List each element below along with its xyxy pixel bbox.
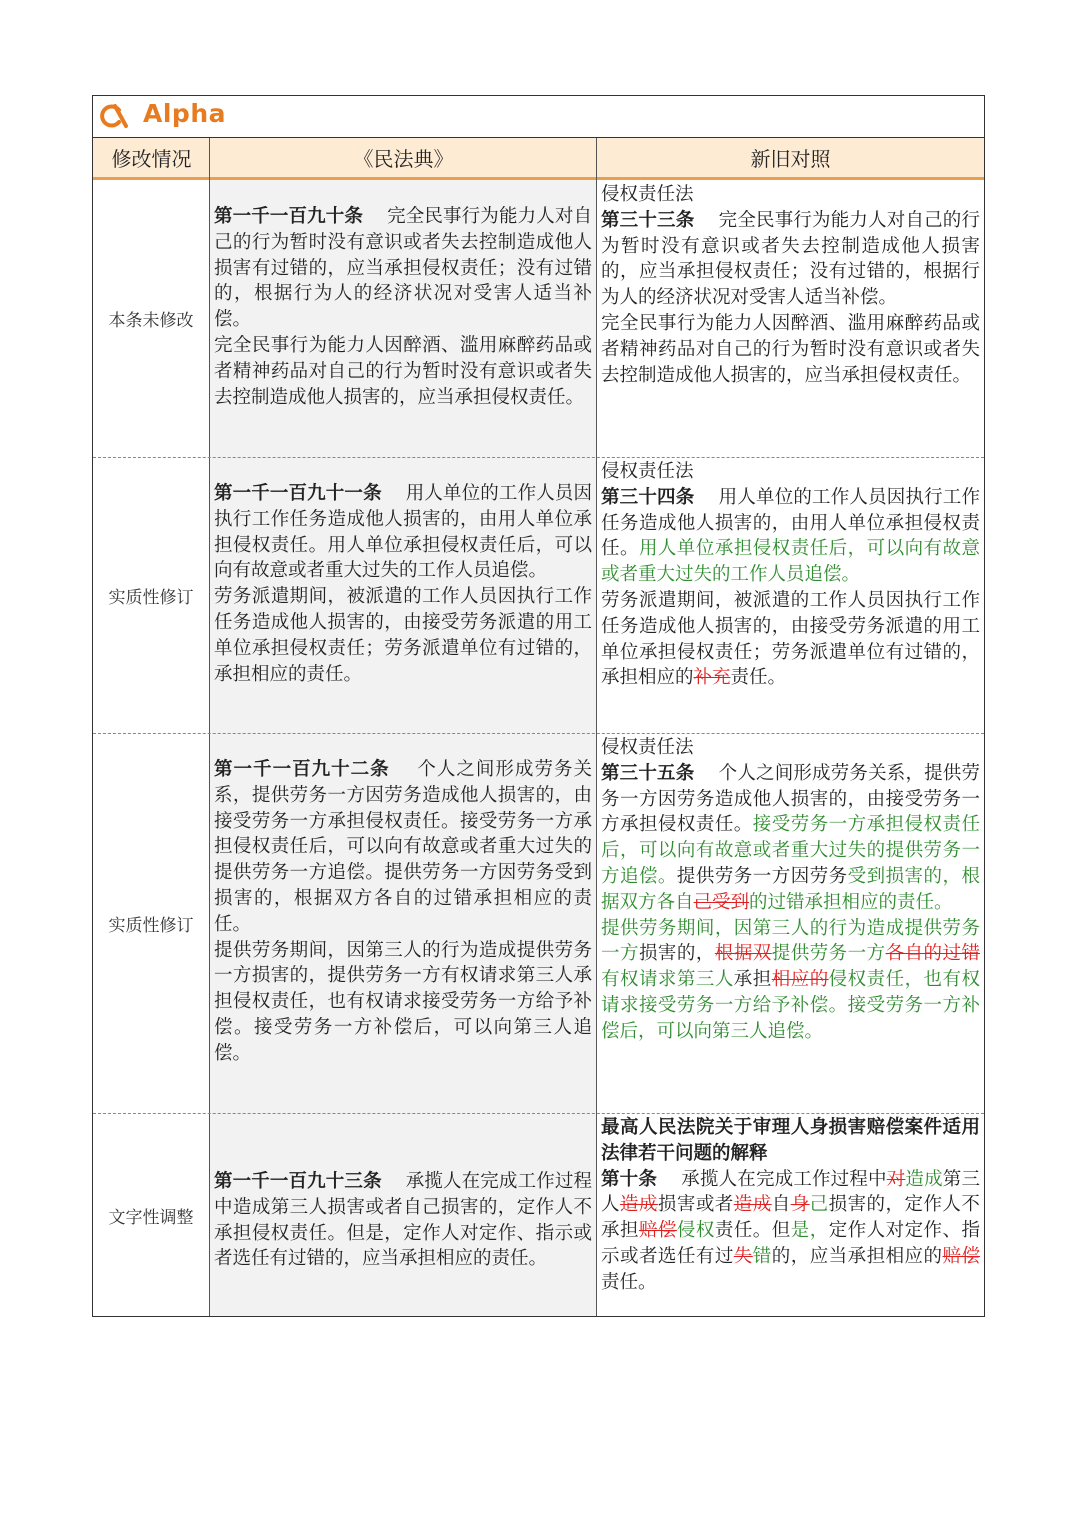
row-divider-2 xyxy=(93,733,984,734)
row-1-old-p2: 完全民事行为能力人因醉酒、滥用麻醉药品或者精神药品对自己的行为暂时没有意识或者失去控制造成他人损害的，应当承担侵权责任。 xyxy=(601,312,980,386)
row-4-t19: 的，应当承担相应的 xyxy=(771,1245,943,1267)
row-4-t20-deleted: 赔偿 xyxy=(942,1245,980,1267)
row-4-t3-added: 造成 xyxy=(905,1168,943,1190)
row-4-t11: 损害的，定作人不承担 xyxy=(601,1194,980,1242)
row-4-t12-deleted: 赔偿 xyxy=(638,1220,677,1242)
row-3-old-s4-added: 受到损害的，根据双方各自 xyxy=(601,865,980,913)
row-3-old-s8: 损害的， xyxy=(638,943,715,965)
row-4-comparison xyxy=(601,1115,980,1296)
row-4-status: 文字性调整 xyxy=(108,1207,194,1228)
row-3-old-s14-deleted: 相应的 xyxy=(771,969,829,991)
row-divider-1 xyxy=(93,457,984,458)
row-3-civil-code xyxy=(214,757,592,1067)
row-4-t18-added: 错 xyxy=(752,1245,772,1267)
row-3-old-s9-deleted: 根据双 xyxy=(714,943,772,965)
row-2-old-p1a: 用人单位的工作人员因执行工作任务造成他人损害的，由用人单位承担侵权责任。 xyxy=(601,486,980,560)
row-3-code-p1: 个人之间形成劳务关系，提供劳务一方因劳务造成他人损害的，由接受劳务一方承担侵权责任。接受劳务一方承担侵权责任后，可以向有故意或者重大过失的提供劳务一方追偿。提供劳务一方因劳务受到损害的，根据双方各自的过错承担相应的责任。 xyxy=(214,759,592,935)
row-divider-3 xyxy=(93,1113,984,1114)
row-2-old-p2b: 责任。 xyxy=(730,667,787,689)
row-4-old-source: 最高人民法院关于审理人身损害赔偿案件适用法律若干问题的解释 xyxy=(601,1117,980,1164)
row-3-article: 第一千一百九十二条 xyxy=(214,759,390,780)
row-3-old-s13: 承担 xyxy=(733,969,772,991)
logo-bar xyxy=(93,96,984,138)
row-3-old-s15-added: 侵权 xyxy=(828,969,867,991)
row-4-t13-added: 侵权 xyxy=(676,1220,715,1242)
row-1-status: 本条未修改 xyxy=(108,311,194,331)
row-4-t1: 承揽人在完成工作过程中 xyxy=(681,1168,887,1190)
row-4-t17-deleted: 失 xyxy=(733,1245,753,1267)
row-4-t8: 自 xyxy=(771,1194,791,1216)
brand-name: Alpha xyxy=(143,99,226,128)
row-1-code-p2: 完全民事行为能力人因醉酒、滥用麻醉药品或者精神药品对自己的行为暂时没有意识或者失去控制造成他人损害的，应当承担侵权责任。 xyxy=(214,334,592,408)
row-1-old-p1: 完全民事行为能力人对自己的行为暂时没有意识或者失去控制造成他人损害的，应当承担侵权责任；没有过错的，根据行为人的经济状况对受害人适当补偿。 xyxy=(601,209,980,309)
row-3-old-s2-added: 接受劳务一方承担侵权责任后，可以向有故意或者重大过失的提供劳务一方追偿。 xyxy=(601,814,980,887)
header-civil-code: 《民法典》 xyxy=(210,138,597,180)
row-3-code-p2: 提供劳务期间，因第三人的行为造成提供劳务一方损害的，提供劳务一方有权请求第三人承担侵权责任，也有权请求接受劳务一方给予补偿。接受劳务一方补偿后，可以向第三人追偿。 xyxy=(214,939,592,1064)
row-3-old-s11-deleted: 各自的过错 xyxy=(885,943,980,965)
row-2-status: 实质性修订 xyxy=(108,588,194,608)
row-1-comparison xyxy=(601,182,980,388)
row-4-t14: 责任。但 xyxy=(714,1220,791,1242)
row-3-old-s5-deleted: 己受到 xyxy=(693,891,750,913)
row-3-old-article: 第三十五条 xyxy=(601,762,695,784)
row-2-old-p1b-added: 用人单位承担侵权责任后，可以向有故意或者重大过失的工作人员追偿。 xyxy=(601,538,980,586)
row-3-old-s3: 提供劳务一方因劳务 xyxy=(676,865,848,887)
row-4-article: 第一千一百九十三条 xyxy=(214,1171,382,1192)
row-2-code-p2: 劳务派遣期间，被派遣的工作人员因执行工作任务造成他人损害的，由接受劳务派遣的用工单位承担侵权责任；劳务派遣单位有过错的，承担相应的责任。 xyxy=(214,586,592,685)
row-1-civil-code xyxy=(214,204,592,410)
row-2-comparison xyxy=(601,459,980,691)
row-2-old-deleted: 补充 xyxy=(693,667,731,689)
header-comparison: 新旧对照 xyxy=(597,138,984,180)
row-1-old-article: 第三十三条 xyxy=(601,209,695,231)
divider-1 xyxy=(209,138,210,1316)
row-2-old-article: 第三十四条 xyxy=(601,486,695,508)
row-4-t7-deleted: 造成 xyxy=(733,1194,772,1216)
row-1-old-source: 侵权责任法 xyxy=(601,184,694,205)
row-2-article: 第一千一百九十一条 xyxy=(214,483,382,504)
row-2-code-p1: 用人单位的工作人员因执行工作任务造成他人损害的，由用人单位承担侵权责任。用人单位承担侵权责任后，可以向有故意或者重大过失的工作人员追偿。 xyxy=(214,483,592,582)
row-4-code-p1: 承揽人在完成工作过程中造成第三人损害或者自己损害的，定作人不承担侵权责任。但是，定作人对定作、指示或者选任有过错的，应当承担相应的责任。 xyxy=(214,1171,592,1270)
row-4-t2-deleted: 对 xyxy=(886,1168,906,1190)
row-4-t6: 损害或者 xyxy=(657,1194,734,1216)
row-1-code-p1: 完全民事行为能力人对自己的行为暂时没有意识或者失去控制造成他人损害有过错的，应当承担侵权责任；没有过错的，根据行为人的经济状况对受害人适当补偿。 xyxy=(214,206,592,331)
alpha-logo-icon xyxy=(99,101,129,131)
row-2-civil-code xyxy=(214,481,592,687)
row-1-article: 第一千一百九十条 xyxy=(214,206,364,227)
row-2-old-p2a: 劳务派遣期间，被派遣的工作人员因执行工作任务造成他人损害的，由接受劳务派遣的用工单位承担侵权责任；劳务派遣单位有过错的，承担相应的 xyxy=(601,589,980,689)
comparison-table xyxy=(92,95,985,1317)
row-3-old-s1: 个人之间形成劳务关系，提供劳务一方因劳务造成他人损害的，由接受劳务一方承担侵权责任。 xyxy=(601,762,980,836)
row-4-t4: 第三人 xyxy=(601,1168,980,1216)
divider-2 xyxy=(596,138,597,1316)
header-status: 修改情况 xyxy=(93,138,210,180)
row-2-old-source: 侵权责任法 xyxy=(601,461,694,482)
row-3-status: 实质性修订 xyxy=(108,916,194,936)
row-3-old-s7-added: 提供劳务期间，因第三人的行为造成提供劳务一方 xyxy=(601,917,980,965)
row-4-civil-code xyxy=(214,1169,592,1272)
row-4-t16: 定作人对定作、指示或者选任有过 xyxy=(601,1220,980,1267)
row-3-old-s6-added: 的过错承担相应的责任。 xyxy=(749,891,953,913)
row-4-t9-deleted: 身 xyxy=(790,1194,810,1216)
row-3-old-s12-added: 有权请求第三人 xyxy=(601,969,734,991)
row-4-t21: 责任。 xyxy=(601,1271,657,1293)
row-4-t10-added: 己 xyxy=(809,1194,829,1216)
row-3-old-s16-added: 责任，也有权请求接受劳务一方给予补偿。接受劳务一方补偿后，可以向第三人追偿。 xyxy=(601,969,980,1042)
row-3-old-source: 侵权责任法 xyxy=(601,737,694,758)
row-4-t5-deleted: 造成 xyxy=(619,1194,658,1216)
row-3-comparison xyxy=(601,735,980,1045)
row-4-old-article: 第十条 xyxy=(601,1168,658,1190)
row-4-t15-added: 是， xyxy=(790,1220,829,1242)
row-3-old-s10-added: 提供劳务一方 xyxy=(771,943,886,965)
